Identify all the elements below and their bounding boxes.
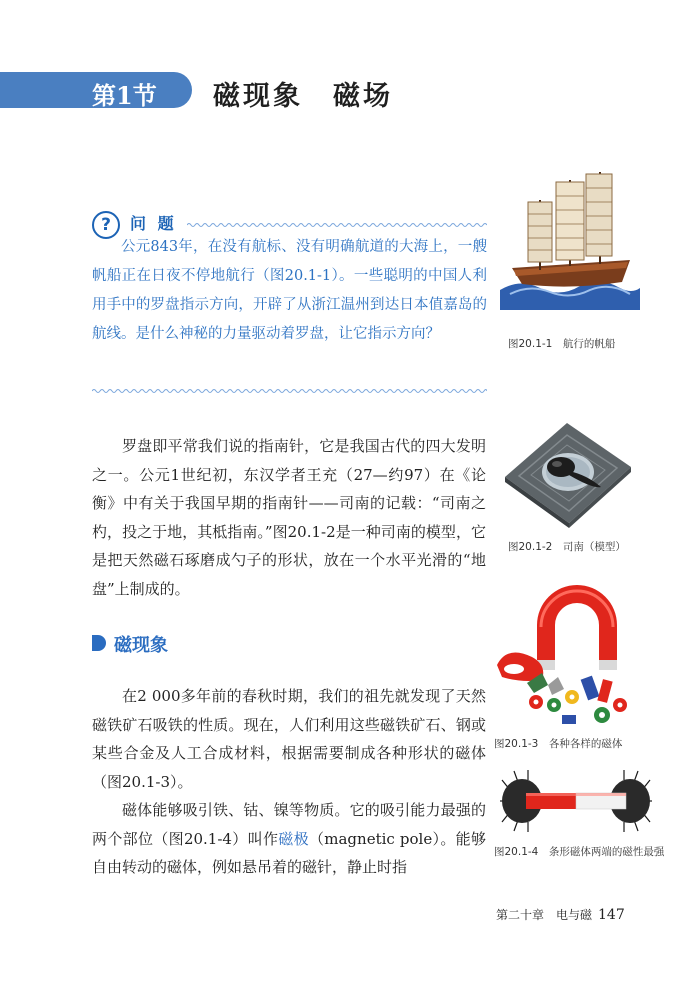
wavy-divider-top: [187, 222, 487, 228]
body-paragraph-1: [92, 432, 486, 603]
bar-magnet-image: [500, 768, 652, 834]
question-label: 问 题: [130, 214, 177, 233]
sailing-ship-image: [500, 170, 640, 310]
page-number: 147: [598, 907, 625, 923]
page-footer: [496, 906, 625, 923]
paragraph-3: [92, 796, 486, 882]
figure-caption-4: 图20.1-4 条形磁体两端的磁性最强: [494, 846, 665, 858]
paragraph-3-after: （magnetic pole）。能够自由转动的磁体，例如悬吊着的磁针，静止时指: [92, 829, 486, 876]
paragraph-3-before: 磁体能够吸引铁、钴、镍等物质。它的吸引能力最强的两个部位（图20.1-4）叫作: [92, 801, 486, 848]
question-text: [92, 233, 487, 349]
paragraph-text: 在2 000多年前的春秋时期，我们的祖先就发现了天然磁铁矿石吸铁的性质。现在，人们利用这些磁铁矿石、钢或某些合金及人工合成材料，根据需要制成各种形状的磁体（图20.1-3）。: [92, 687, 486, 791]
question-paragraph: 公元843年，在没有航标、没有明确航道的大海上，一艘帆船正在日夜不停地航行（图20.1-1）。一些聪明的中国人利用手中的罗盘指示方向，开辟了从浙江温州到达日本值嘉岛的航线。是什么神秘的力量驱动着罗盘，让它指示方向？: [92, 239, 487, 342]
figure-caption-1: 图20.1-1 航行的帆船: [508, 338, 616, 350]
heading-marker-icon: [92, 635, 106, 651]
section-heading: 磁现象: [114, 635, 168, 656]
section-number: 第1节: [92, 81, 157, 110]
question-icon: ?: [92, 211, 120, 239]
wavy-divider-bottom: [92, 388, 487, 394]
figure-caption-2: 图20.1-2 司南（模型）: [508, 541, 626, 553]
paragraph-text: 罗盘即平常我们说的指南针，它是我国古代的四大发明之一。公元1世纪初，东汉学者王充（27—约97）在《论衡》中有关于我国早期的指南针——司南的记载：“司南之杓，投之于地，其柢指南。”图20.1-2是一种司南的模型，它是把天然磁石琢磨成勺子的形状，放在一个水平光滑的“地盘”上制成的。: [92, 437, 486, 598]
keyword-magnetic-pole: 磁极: [278, 829, 309, 848]
section-tab: [0, 72, 192, 108]
footer-chapter: 第二十章 电与磁: [496, 908, 593, 922]
body-paragraph-2: [92, 682, 486, 882]
figure-caption-3: 图20.1-3 各种各样的磁体: [494, 738, 623, 750]
page-title: 磁现象 磁场: [213, 81, 393, 112]
various-magnets-image: [492, 565, 642, 730]
sinan-compass-image: [497, 415, 637, 530]
